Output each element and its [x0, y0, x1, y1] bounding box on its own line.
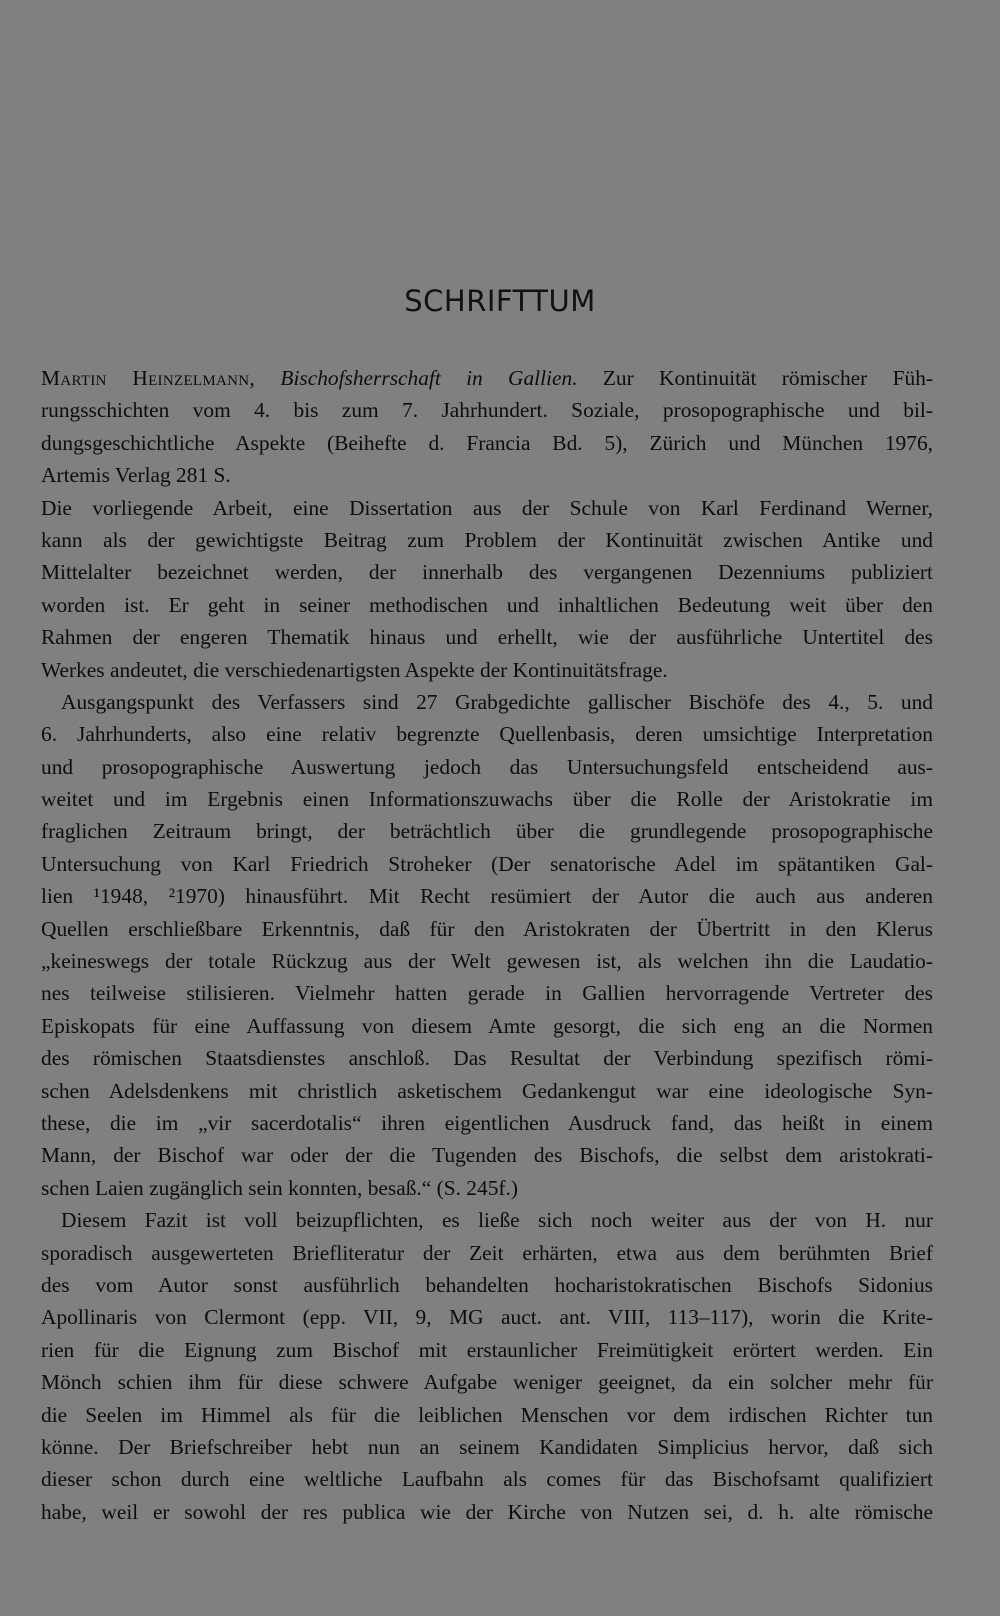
text-line: worden ist. Er geht in seiner methodischen und inhaltlichen Bedeutung weit über den: [41, 592, 933, 617]
text-line: Diesem Fazit ist voll beizupflichten, es ließe sich noch weiter aus der von H. nur: [61, 1208, 933, 1233]
text-line: lien ¹1948, ²1970) hinausführt. Mit Recht resümiert der Autor die auch aus anderen: [41, 884, 933, 909]
article-body: [41, 362, 933, 1528]
text-line: Mittelalter bezeichnet werden, der innerhalb des vergangenen Dezenniums publiziert: [41, 560, 933, 585]
text-line: Ausgangspunkt des Verfassers sind 27 Grabgedichte gallischer Bischöfe des 4., 5. und: [61, 689, 933, 714]
text-line: schen Adelsdenkens mit christlich asketischem Gedankengut war eine ideologische Syn-: [41, 1078, 933, 1103]
text-line: kann als der gewichtigste Beitrag zum Problem der Kontinuität zwischen Antike und: [41, 527, 933, 552]
text-line: Die vorliegende Arbeit, eine Dissertation aus der Schule von Karl Ferdinand Werner,: [41, 495, 933, 520]
text-line: 6. Jahrhunderts, also eine relativ begrenzte Quellenbasis, deren umsichtige Interpretation: [41, 722, 933, 747]
text-line: Episkopats für eine Auffassung von diesem Amte gesorgt, die sich eng an die Normen: [41, 1013, 933, 1038]
citation-line: Artemis Verlag 281 S.: [41, 463, 231, 488]
text-line: habe, weil er sowohl der res publica wie der Kirche von Nutzen sei, d. h. alte römische: [41, 1499, 933, 1524]
section-heading: SCHRIFTTUM: [404, 284, 596, 318]
text-line: sporadisch ausgewerteten Briefliteratur der Zeit erhärten, etwa aus dem berühmten Brief: [41, 1240, 933, 1265]
text-line: die Seelen im Himmel als für die leiblichen Menschen vor dem irdischen Richter tun: [41, 1402, 933, 1427]
text-line: des römischen Staatsdienstes anschloß. Das Resultat der Verbindung spezifisch römi-: [41, 1046, 933, 1071]
text-line: und prosopographische Auswertung jedoch das Untersuchungsfeld entscheidend aus-: [41, 754, 933, 779]
text-line: Quellen erschließbare Erkenntnis, daß für den Aristokraten der Übertritt in den Klerus: [41, 916, 933, 941]
citation-text: Zur Kontinuität römischer Füh-: [577, 366, 934, 390]
text-line: Rahmen der engeren Thematik hinaus und erhellt, wie der ausführliche Untertitel des: [41, 625, 933, 650]
paragraph: [41, 686, 933, 1204]
citation-line: rungsschichten vom 4. bis zum 7. Jahrhundert. Soziale, prosopographische und bil-: [41, 398, 933, 423]
text-line: „keineswegs der totale Rückzug aus der Welt gewesen ist, als welchen ihn die Laudatio-: [41, 949, 933, 974]
text-line: rien für die Eignung zum Bischof mit erstaunlicher Freimütigkeit erörtert werden. Ein: [41, 1337, 933, 1362]
citation-line: [41, 362, 933, 394]
text-line: des vom Autor sonst ausführlich behandelten hocharistokratischen Bischofs Sidonius: [41, 1272, 933, 1297]
text-line: these, die im „vir sacerdotalis“ ihren eigentlichen Ausdruck fand, das heißt in einem: [41, 1110, 933, 1135]
text-line: könne. Der Briefschreiber hebt nun an seinem Kandidaten Simplicius hervor, daß sich: [41, 1434, 933, 1459]
text-line: Untersuchung von Karl Friedrich Stroheker (Der senatorische Adel im spätantiken Gal-: [41, 851, 933, 876]
paragraph: [41, 492, 933, 686]
citation-line: dungsgeschichtliche Aspekte (Beihefte d. Francia Bd. 5), Zürich und München 1976,: [41, 430, 933, 455]
citation-title: Bischofsherrschaft in Gallien.: [280, 366, 578, 390]
text-line: Werkes andeutet, die verschiedenartigsten Aspekte der Kontinuitätsfrage.: [41, 657, 668, 682]
citation-block: [41, 362, 933, 492]
text-line: Mann, der Bischof war oder der die Tugenden des Bischofs, die selbst dem aristokrati-: [41, 1143, 933, 1168]
text-line: Mönch schien ihm für diese schwere Aufgabe weniger geeignet, da ein solcher mehr für: [41, 1370, 933, 1395]
text-line: weitet und im Ergebnis einen Informationszuwachs über die Rolle der Aristokratie im: [41, 787, 933, 812]
text-line: Apollinaris von Clermont (epp. VII, 9, MG auct. ant. VIII, 113–117), worin die Krite-: [41, 1305, 933, 1330]
text-line: nes teilweise stilisieren. Vielmehr hatten gerade in Gallien hervorragende Vertreter des: [41, 981, 933, 1006]
paragraph: [41, 1204, 933, 1528]
citation-author: Martin Heinzelmann,: [41, 366, 256, 390]
text-line: schen Laien zugänglich sein konnten, besaß.“ (S. 245f.): [41, 1175, 518, 1200]
text-line: fraglichen Zeitraum bringt, der beträchtlich über die grundlegende prosopographische: [41, 819, 933, 844]
text-line: dieser schon durch eine weltliche Laufbahn als comes für das Bischofsamt qualifiziert: [41, 1467, 933, 1492]
